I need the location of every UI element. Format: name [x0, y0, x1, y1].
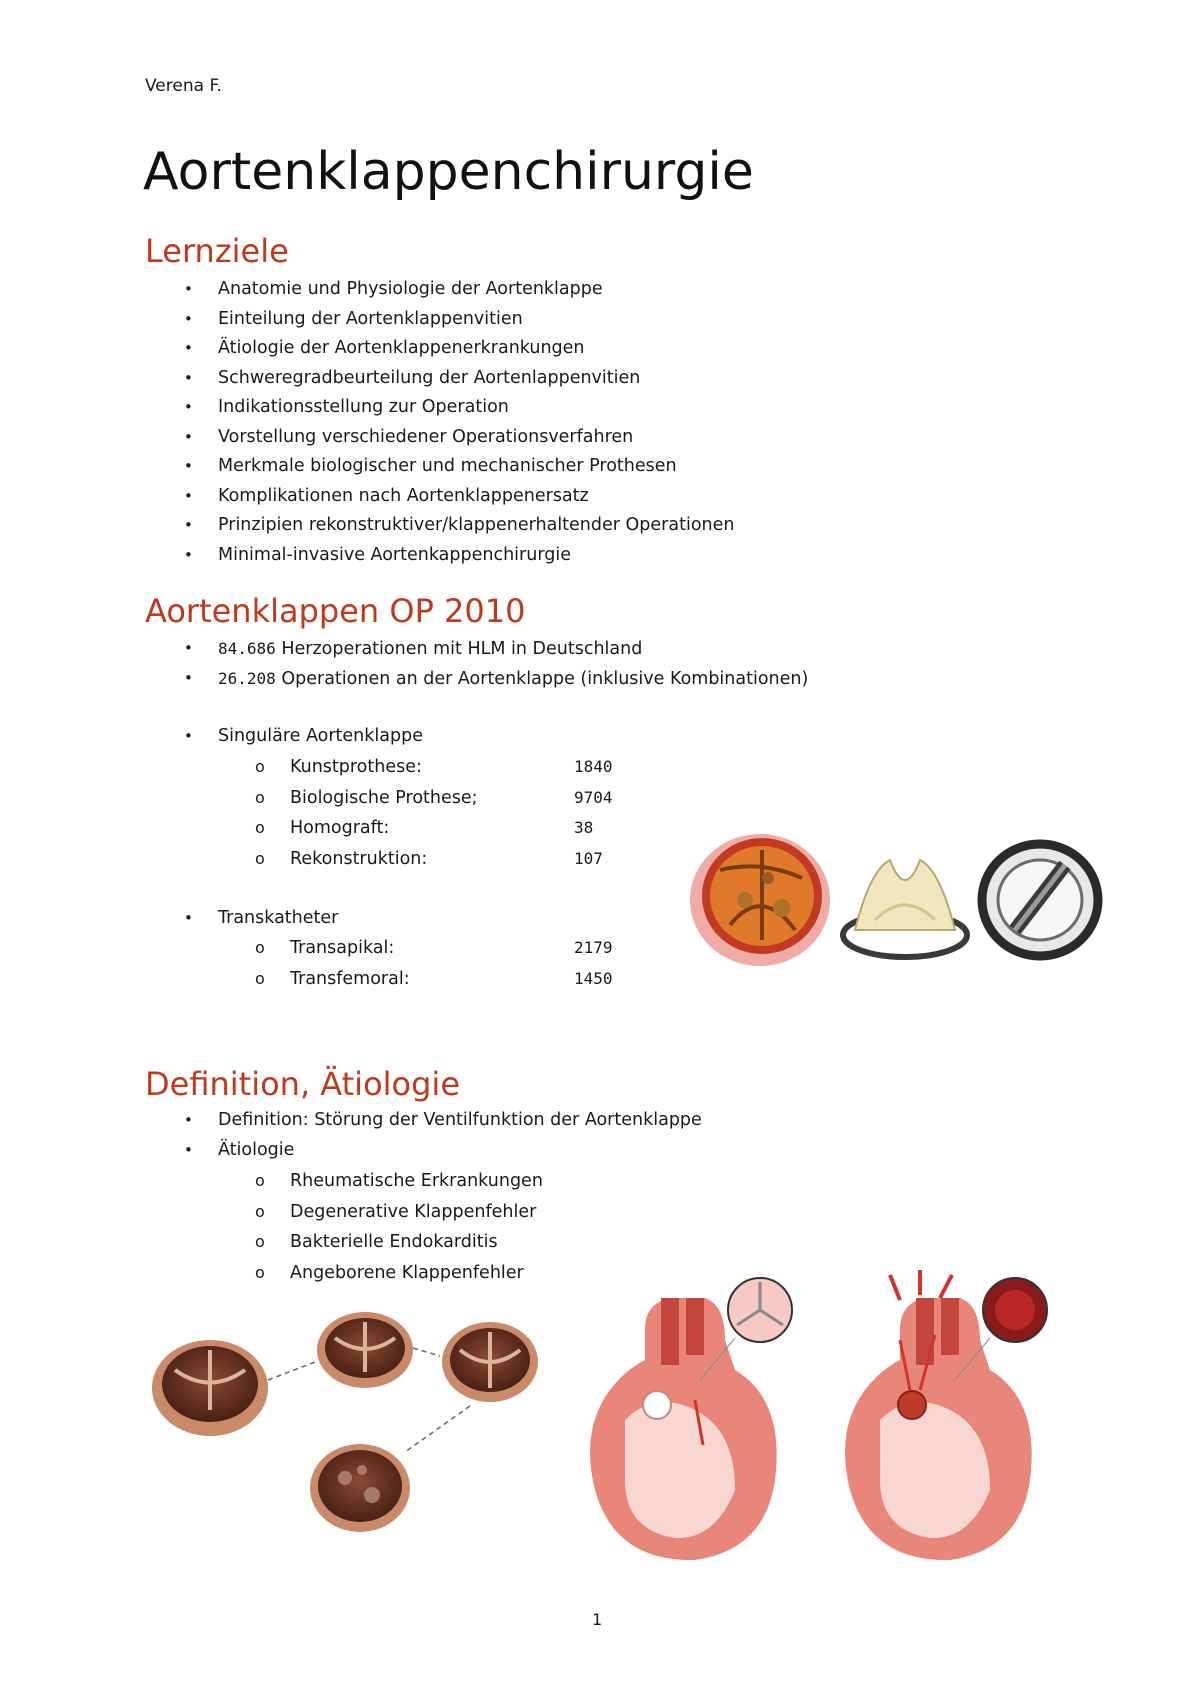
list-item: • Minimal-invasive Aortenkappenchirurgie	[184, 544, 571, 565]
list-item: • Merkmale biologischer und mechanischer Prothesen	[184, 456, 677, 476]
sub-item: o Transfemoral: 1450	[255, 968, 613, 989]
list-item: • Komplikationen nach Aortenklappenersatz	[184, 485, 589, 506]
biological-prosthesis-illustration	[843, 860, 967, 957]
valve-stage-4-illustration	[310, 1444, 410, 1532]
valve-stage-3-illustration	[442, 1322, 538, 1402]
list-item: • Indikationsstellung zur Operation	[184, 397, 509, 417]
valve-degeneration-sequence-image	[150, 1310, 550, 1540]
valve-prostheses-image	[690, 830, 1120, 970]
diseased-valve-illustration	[690, 834, 830, 966]
list-item: • Prinzipien rekonstruktiver/klappenerhaltender Operationen	[184, 515, 735, 535]
valve-stage-2-illustration	[317, 1312, 413, 1388]
sub-item: o Angeborene Klappenfehler	[255, 1262, 524, 1283]
aetiologie-sublist	[0, 1166, 543, 1288]
sub-item: o Degenerative Klappenfehler	[255, 1201, 537, 1222]
transkatheter-list	[0, 904, 338, 934]
singular-sublist	[0, 752, 613, 874]
transkatheter-sublist	[0, 933, 613, 994]
list-item: • Definition: Störung der Ventilfunktion der Aortenklappe	[184, 1110, 702, 1130]
page-number: 1	[592, 1610, 603, 1629]
lernziele-list	[0, 275, 734, 570]
list-item: • Schweregradbeurteilung der Aortenlappenvitien	[184, 367, 641, 388]
definition-list	[0, 1106, 702, 1165]
sub-item: o Bakterielle Endokarditis	[255, 1232, 498, 1252]
heading-lernziele: Lernziele	[145, 232, 289, 270]
list-item: • Ätiologie	[184, 1139, 295, 1160]
sub-item: o Transapikal: 2179	[255, 938, 613, 958]
op-stats-list	[0, 634, 808, 693]
list-item: • Anatomie und Physiologie der Aortenklappe	[184, 279, 603, 299]
author-name: Verena F.	[145, 76, 222, 96]
heading-op-2010: Aortenklappen OP 2010	[145, 592, 526, 630]
list-item: • Singuläre Aortenklappe	[184, 726, 423, 746]
sub-item: o Kunstprothese: 1840	[255, 757, 613, 777]
heading-definition: Definition, Ätiologie	[145, 1065, 460, 1103]
mechanical-prosthesis-illustration	[982, 844, 1098, 956]
sub-item: o Rekonstruktion: 107	[255, 848, 603, 869]
heart-stenosis-illustration	[845, 1270, 1047, 1560]
sub-item: o Biologische Prothese; 9704	[255, 787, 613, 808]
heart-normal-illustration	[590, 1278, 792, 1560]
list-item: • 84.686 Herzoperationen mit HLM in Deutschland	[184, 639, 643, 659]
valve-stage-1-illustration	[152, 1340, 268, 1436]
page-title: Aortenklappenchirurgie	[143, 142, 754, 202]
list-item: • Ätiologie der Aortenklappenerkrankungen	[184, 338, 585, 358]
sub-item: o Homograft: 38	[255, 818, 594, 838]
list-item: • Transkatheter	[184, 908, 339, 928]
heart-valve-function-image	[585, 1280, 1105, 1570]
list-item: • Einteilung der Aortenklappenvitien	[184, 308, 523, 329]
singular-list	[0, 722, 423, 752]
sub-item: o Rheumatische Erkrankungen	[255, 1171, 543, 1191]
list-item: • Vorstellung verschiedener Operationsverfahren	[184, 426, 634, 447]
list-item: • 26.208 Operationen an der Aortenklappe (inklusive Kombinationen)	[184, 668, 809, 689]
